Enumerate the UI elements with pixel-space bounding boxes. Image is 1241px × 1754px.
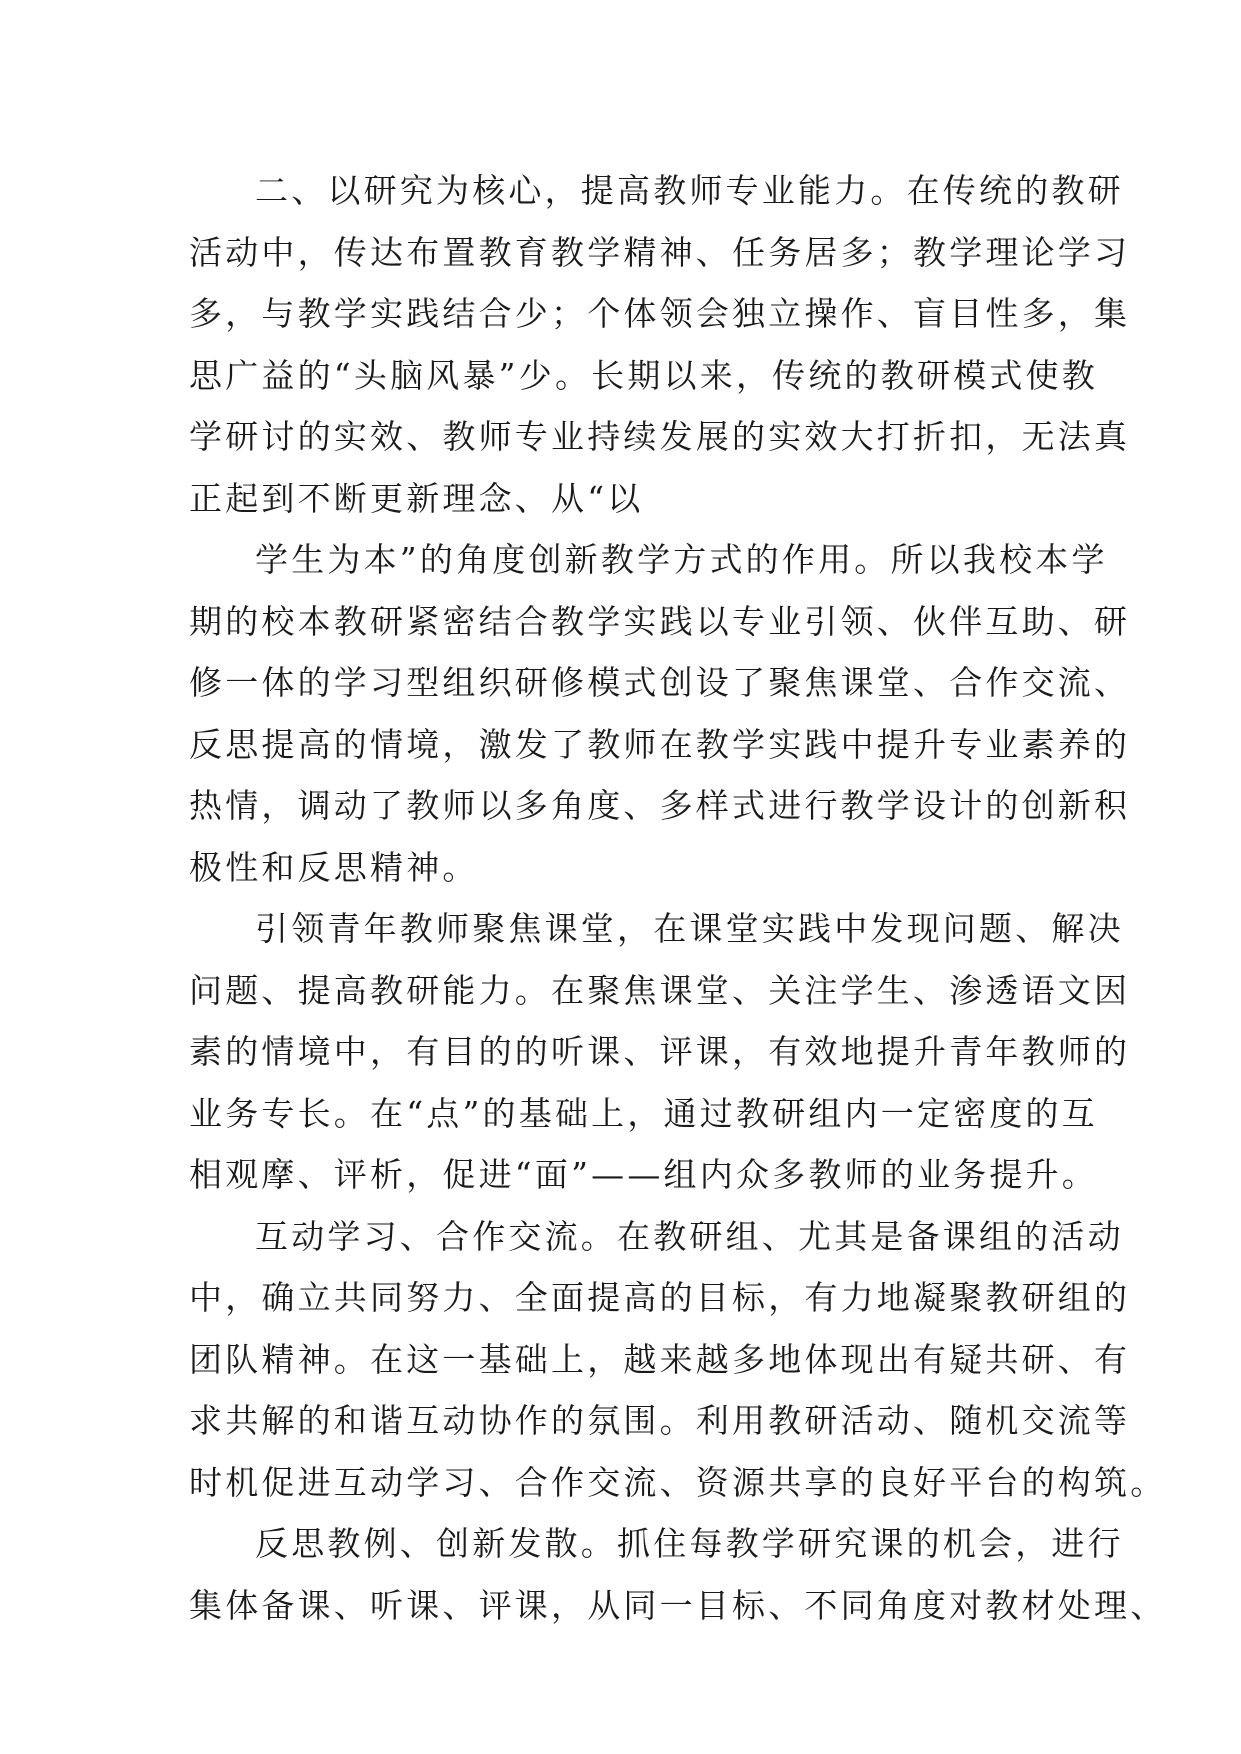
text-line: 二、以研究为核心，提高教师专业能力。在传统的教研 <box>255 171 1124 210</box>
text-line: 引领青年教师聚焦课堂，在课堂实践中发现问题、解决 <box>255 909 1124 948</box>
text-line: 问题、提高教研能力。在聚焦课堂、关注学生、渗透语文因 <box>189 970 1131 1010</box>
text-line: 反思提高的情境，激发了教师在教学实践中提升专业素养的 <box>189 724 1131 764</box>
text-line: 多，与教学实践结合少；个体领会独立操作、盲目性多，集 <box>189 294 1131 333</box>
text-line: 互动学习、合作交流。在教研组、尤其是备课组的活动 <box>255 1216 1124 1256</box>
text-line: 正起到不断更新理念、从“以 <box>189 478 644 518</box>
text-line: 反思教例、创新发散。抓住每教学研究课的机会，进行 <box>255 1524 1124 1563</box>
text-line: 思广益的“头脑风暴”少。长期以来，传统的教研模式使教 <box>189 355 1098 395</box>
text-line: 期的校本教研紧密结合教学实践以专业引领、伙伴互助、研 <box>189 601 1131 641</box>
text-line: 热情，调动了教师以多角度、多样式进行教学设计的创新积 <box>189 786 1131 825</box>
text-line: 团队精神。在这一基础上，越来越多地体现出有疑共研、有 <box>189 1339 1131 1379</box>
text-line: 素的情境中，有目的的听课、评课，有效地提升青年教师的 <box>189 1032 1131 1071</box>
text-line: 相观摩、评析，促进“面”——组内众多教师的业务提升。 <box>189 1155 1098 1194</box>
text-line: 活动中，传达布置教育教学精神、任务居多；教学理论学习 <box>189 232 1131 272</box>
text-line: 求共解的和谐互动协作的氛围。利用教研活动、随机交流等 <box>189 1401 1131 1440</box>
text-line: 业务专长。在“点”的基础上，通过教研组内一定密度的互 <box>189 1093 1098 1133</box>
text-line: 集体备课、听课、评课，从同一目标、不同角度对教材处理、 <box>189 1585 1167 1625</box>
text-line: 学生为本”的角度创新教学方式的作用。所以我校本学 <box>255 540 1108 579</box>
text-line: 学研讨的实效、教师专业持续发展的实效大打折扣，无法真 <box>189 417 1131 456</box>
text-line: 中，确立共同努力、全面提高的目标，有力地凝聚教研组的 <box>189 1278 1131 1317</box>
text-line: 修一体的学习型组织研修模式创设了聚焦课堂、合作交流、 <box>189 663 1131 702</box>
text-line: 时机促进互动学习、合作交流、资源共享的良好平台的构筑。 <box>189 1462 1167 1502</box>
document-body <box>189 160 1167 1636</box>
text-line: 极性和反思精神。 <box>189 847 479 887</box>
